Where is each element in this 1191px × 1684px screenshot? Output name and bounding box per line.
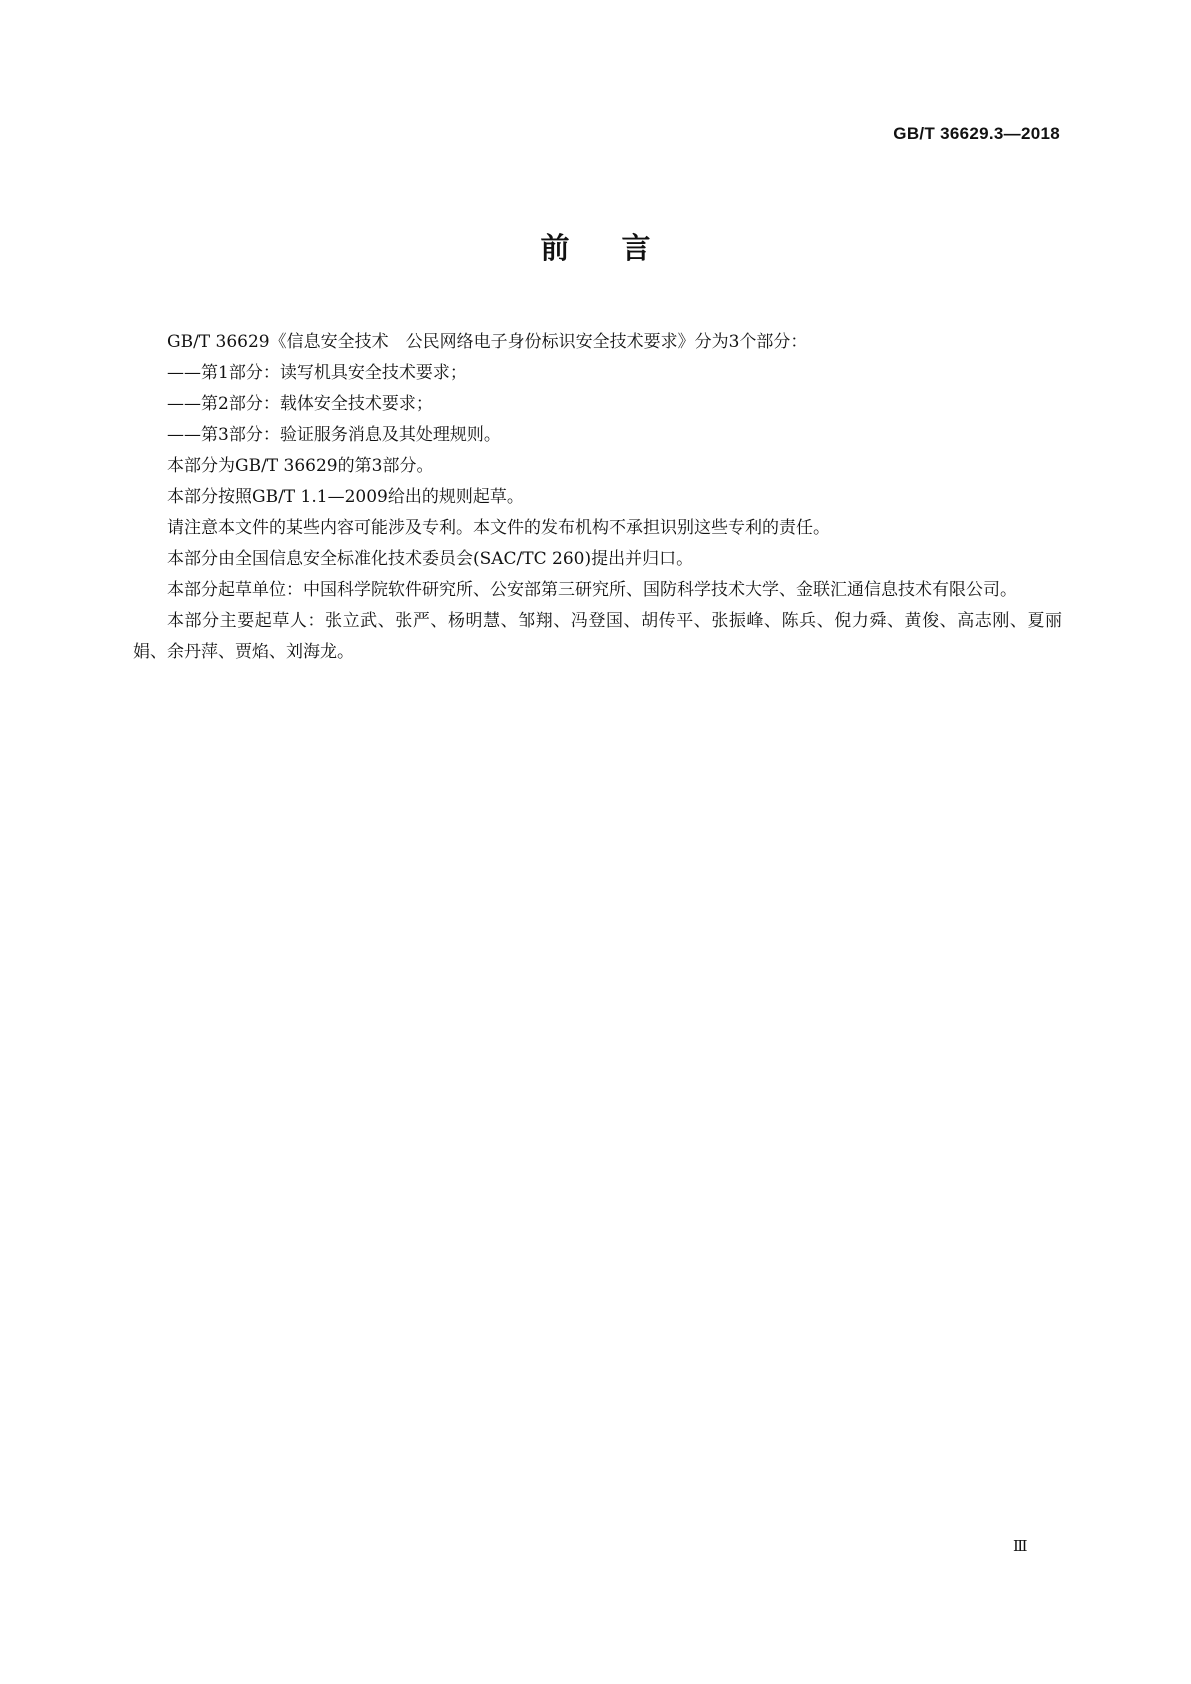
paragraph-part-2: ——第2部分：载体安全技术要求；	[167, 394, 433, 414]
standard-code: GB/T 36629.3—2018	[893, 124, 1060, 143]
page-title	[0, 226, 1191, 267]
paragraph-part-3: ——第3部分：验证服务消息及其处理规则。	[167, 425, 501, 445]
paragraph-this-part: 本部分为GB/T 36629的第3部分。	[167, 456, 434, 476]
paragraph-part-1: ——第1部分：读写机具安全技术要求；	[167, 363, 467, 383]
paragraph-proposed-by: 本部分由全国信息安全标准化技术委员会(SAC/TC 260)提出并归口。	[167, 549, 694, 569]
foreword-body	[133, 327, 1062, 668]
paragraph-drafting-rules: 本部分按照GB/T 1.1—2009给出的规则起草。	[167, 487, 524, 507]
paragraph-patent-notice: 请注意本文件的某些内容可能涉及专利。本文件的发布机构不承担识别这些专利的责任。	[167, 518, 830, 538]
title-char-2: 言	[621, 231, 651, 265]
paragraph-drafters: 本部分主要起草人：张立武、张严、杨明慧、邹翔、冯登国、胡传平、张振峰、陈兵、倪力舜、黄俊、高志刚、夏丽娟、余丹萍、贾焰、刘海龙。	[133, 611, 1062, 662]
paragraph-drafting-units: 本部分起草单位：中国科学院软件研究所、公安部第三研究所、国防科学技术大学、金联汇通信息技术有限公司。	[167, 580, 1017, 600]
title-char-1: 前	[540, 231, 570, 265]
paragraph-parts-intro: GB/T 36629《信息安全技术 公民网络电子身份标识安全技术要求》分为3个部分：	[167, 332, 808, 352]
page-number: Ⅲ	[1013, 1537, 1028, 1555]
